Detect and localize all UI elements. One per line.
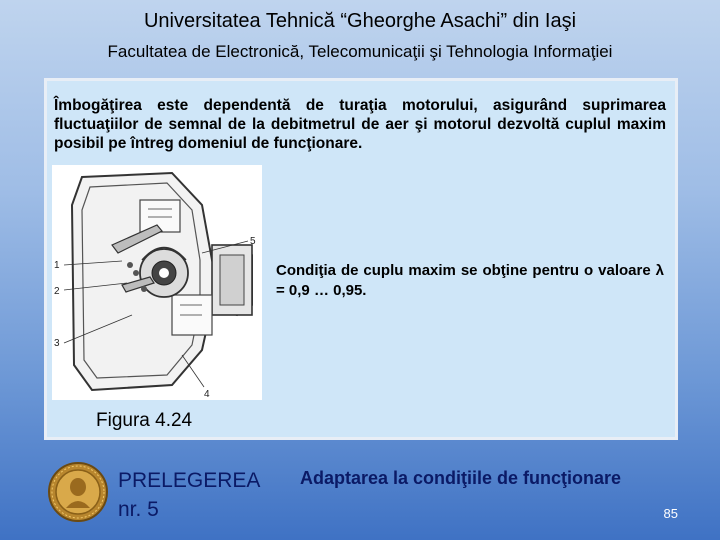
callout-4: 4 [204,389,210,400]
lecture-label [118,466,260,524]
medal-logo [48,462,108,522]
callout-5: 5 [250,236,256,247]
note-paragraph: Condiţia de cuplu maxim se obţine pentru o valoare λ = 0,9 … 0,95. [276,262,664,299]
callout-3: 3 [54,338,60,349]
figure-diagram [52,165,262,400]
figure-caption: Figura 4.24 [96,410,193,431]
lecture-topic: Adaptarea la condiţiile de funcţionare [300,468,622,488]
faculty-subtitle: Facultatea de Electronică, Telecomunicaţii şi Tehnologia Informaţiei [107,42,613,61]
medal-icon [48,462,108,522]
lecture-label-line1: PRELEGEREA [118,469,261,492]
sensor-drawing [52,165,262,400]
lecture-label-line2: nr. 5 [118,498,159,521]
university-title: Universitatea Tehnică “Gheorghe Asachi” din Iaşi [143,10,577,32]
intro-paragraph: Îmbogăţirea este dependentă de turaţia motorului, asigurând suprimarea fluctuaţiilor de semnal de la debitmetrul de aer şi motorul dezvoltă cuplul maxim posibil pe întreg domeniul de funcţionare. [54,97,666,152]
callout-1: 1 [54,260,60,271]
page-number: 85 [663,506,678,521]
callout-2: 2 [54,286,60,297]
